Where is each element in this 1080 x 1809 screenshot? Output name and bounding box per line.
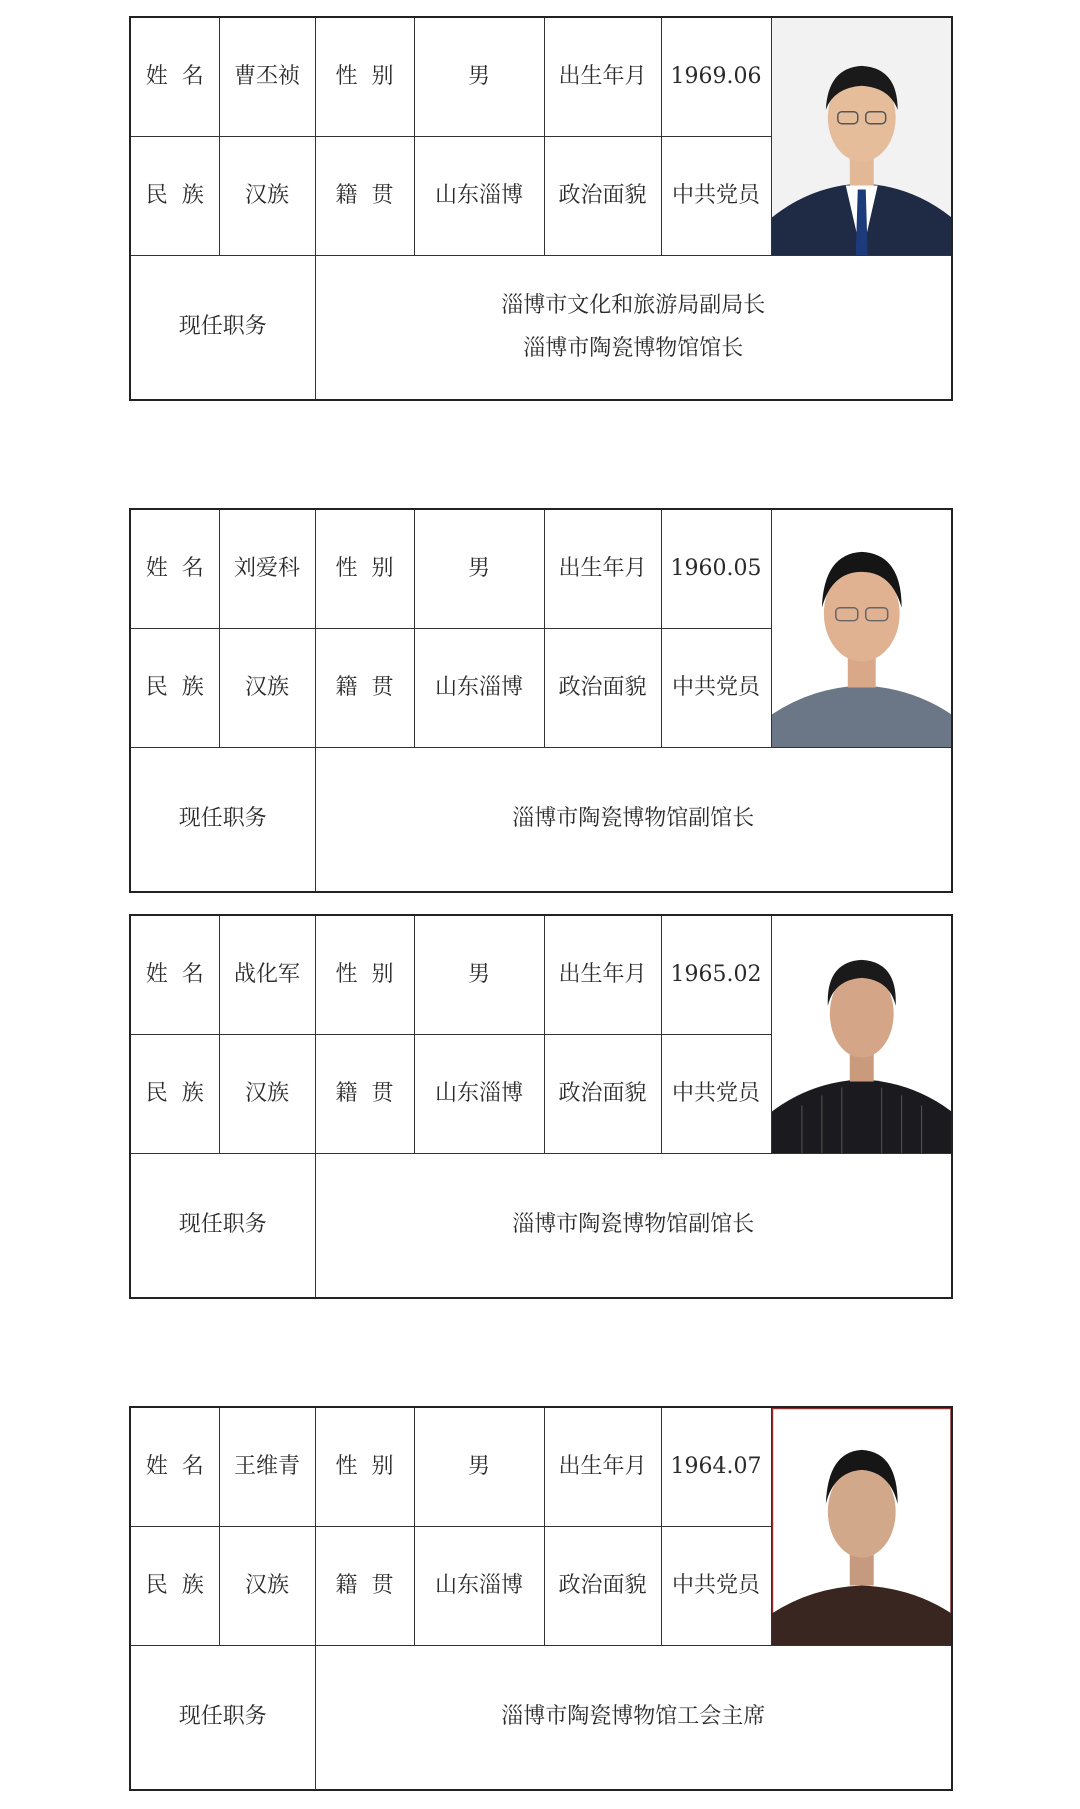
birth-label: 出生年月 <box>544 17 661 136</box>
gender-value: 男 <box>414 509 544 628</box>
duty-label: 现任职务 <box>130 256 315 400</box>
gender-label: 性 别 <box>315 1407 414 1526</box>
portrait-photo <box>771 915 952 1154</box>
origin-label: 籍 贯 <box>315 1034 414 1153</box>
name-value: 王维青 <box>219 1407 315 1526</box>
duty-line: 淄博市陶瓷博物馆副馆长 <box>512 1212 755 1238</box>
politics-value: 中共党员 <box>661 136 771 255</box>
politics-label: 政治面貌 <box>544 136 661 255</box>
profile-card-2 <box>129 508 951 890</box>
name-value: 曹丕祯 <box>219 17 315 136</box>
duty-line: 淄博市文化和旅游局副局长 <box>501 293 766 319</box>
origin-label: 籍 贯 <box>315 1526 414 1645</box>
duty-value <box>315 256 952 400</box>
portrait-photo <box>771 509 952 748</box>
politics-value: 中共党员 <box>661 1526 771 1645</box>
politics-label: 政治面貌 <box>544 1526 661 1645</box>
origin-value: 山东淄博 <box>414 1526 544 1645</box>
ethnicity-label: 民 族 <box>130 136 219 255</box>
birth-value: 1969.06 <box>661 17 771 136</box>
duty-line: 淄博市陶瓷博物馆副馆长 <box>512 806 755 832</box>
gender-value: 男 <box>414 915 544 1034</box>
duty-label: 现任职务 <box>130 1646 315 1790</box>
name-label: 姓 名 <box>130 17 219 136</box>
politics-label: 政治面貌 <box>544 1034 661 1153</box>
ethnicity-label: 民 族 <box>130 1034 219 1153</box>
profile-table <box>129 16 953 401</box>
name-label: 姓 名 <box>130 1407 219 1526</box>
duty-value <box>315 1154 952 1298</box>
birth-label: 出生年月 <box>544 1407 661 1526</box>
politics-value: 中共党员 <box>661 628 771 747</box>
portrait-image <box>772 1408 952 1645</box>
portrait-photo <box>771 17 952 256</box>
ethnicity-value: 汉族 <box>219 136 315 255</box>
profile-table <box>129 1406 953 1791</box>
ethnicity-label: 民 族 <box>130 1526 219 1645</box>
gender-value: 男 <box>414 17 544 136</box>
ethnicity-value: 汉族 <box>219 1034 315 1153</box>
ethnicity-value: 汉族 <box>219 1526 315 1645</box>
profile-table <box>129 914 953 1299</box>
profile-card-4 <box>129 1406 951 1788</box>
duty-line: 淄博市陶瓷博物馆工会主席 <box>501 1704 766 1730</box>
birth-value: 1964.07 <box>661 1407 771 1526</box>
birth-value: 1965.02 <box>661 915 771 1034</box>
duty-value <box>315 1646 952 1790</box>
gender-label: 性 别 <box>315 915 414 1034</box>
ethnicity-label: 民 族 <box>130 628 219 747</box>
duty-value <box>315 748 952 892</box>
duty-label: 现任职务 <box>130 1154 315 1298</box>
name-label: 姓 名 <box>130 915 219 1034</box>
politics-value: 中共党员 <box>661 1034 771 1153</box>
birth-label: 出生年月 <box>544 915 661 1034</box>
portrait-image <box>772 18 952 255</box>
gender-value: 男 <box>414 1407 544 1526</box>
duty-label: 现任职务 <box>130 748 315 892</box>
origin-value: 山东淄博 <box>414 1034 544 1153</box>
duty-line: 淄博市陶瓷博物馆馆长 <box>523 335 744 361</box>
birth-label: 出生年月 <box>544 509 661 628</box>
origin-value: 山东淄博 <box>414 136 544 255</box>
origin-label: 籍 贯 <box>315 136 414 255</box>
portrait-photo <box>771 1407 952 1646</box>
profile-table <box>129 508 953 893</box>
origin-label: 籍 贯 <box>315 628 414 747</box>
profile-card-3 <box>129 914 951 1296</box>
profile-card-1 <box>129 16 951 398</box>
portrait-image <box>772 510 952 747</box>
portrait-image <box>772 916 952 1153</box>
gender-label: 性 别 <box>315 17 414 136</box>
name-label: 姓 名 <box>130 509 219 628</box>
gender-label: 性 别 <box>315 509 414 628</box>
politics-label: 政治面貌 <box>544 628 661 747</box>
birth-value: 1960.05 <box>661 509 771 628</box>
name-value: 战化军 <box>219 915 315 1034</box>
origin-value: 山东淄博 <box>414 628 544 747</box>
name-value: 刘爱科 <box>219 509 315 628</box>
ethnicity-value: 汉族 <box>219 628 315 747</box>
